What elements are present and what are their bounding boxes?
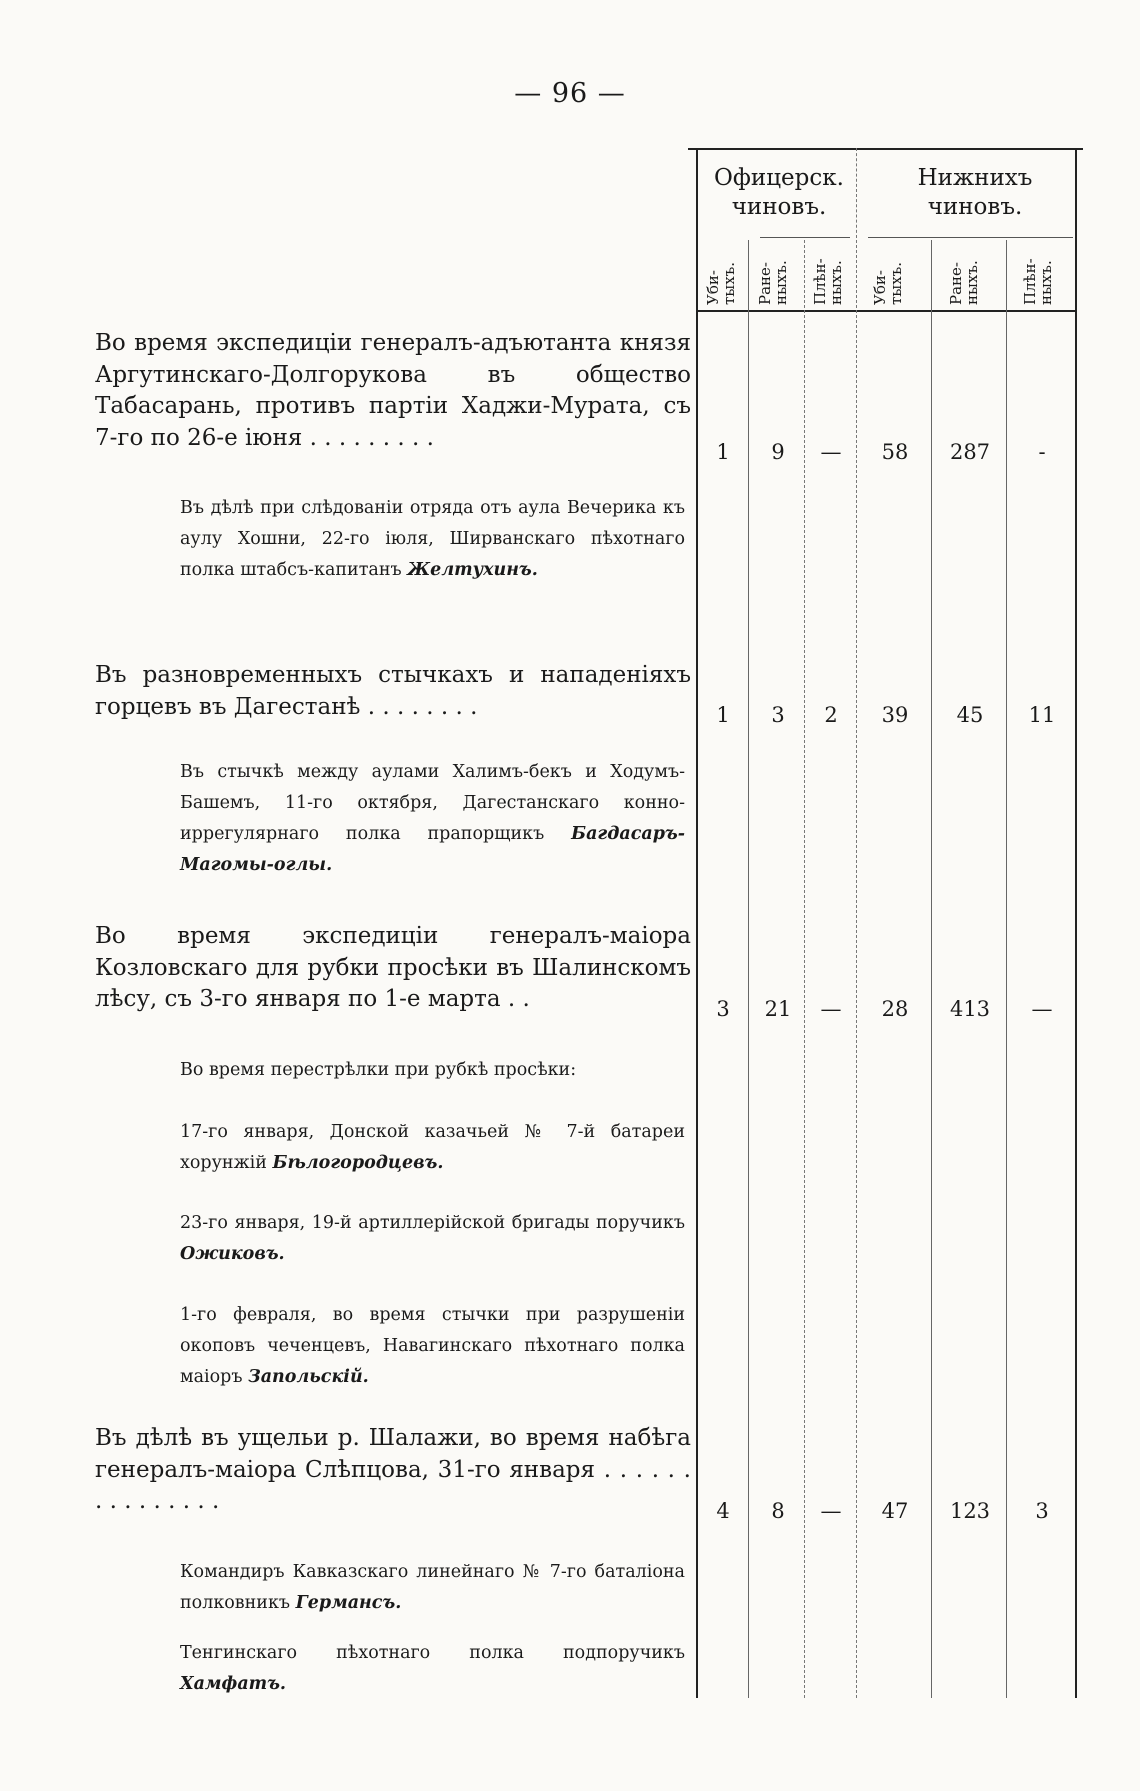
cell-r2-officers-wounded: 3 — [771, 703, 785, 727]
cell-r2-lower-killed: 39 — [881, 703, 909, 727]
col-divider-3 — [856, 240, 857, 1698]
cell-r3-officers-wounded: 21 — [764, 997, 792, 1021]
entry-4-text: Въ дѣлѣ въ ущельи р. Шалажи, во время набѣга генералъ-маіора Слѣпцова, 31-го января . . . . . . . . . . . . . . . — [95, 1425, 691, 1514]
entry-3-note-1 — [180, 1055, 685, 1086]
col-divider-4 — [931, 240, 932, 1698]
person-name: Багдасаръ-Магомы-оглы. — [180, 824, 685, 875]
col-divider-1 — [748, 240, 749, 1698]
person-name: Ожиковъ. — [180, 1244, 285, 1264]
note-text: Тенгинскаго пѣхотнаго полка подпоручикъ — [180, 1643, 685, 1663]
person-name: Запольскій. — [248, 1367, 369, 1387]
cell-r4-lower-killed: 47 — [881, 1499, 909, 1523]
note-text: 23-го января, 19-й артиллерійской бригады поручикъ — [180, 1213, 685, 1233]
cell-r3-officers-killed: 3 — [716, 997, 730, 1021]
note-text: Въ стычкѣ между аулами Халимъ-бекъ и Ходумъ-Башемъ, 11-го октября, Дагестанскаго конно-иррегулярнаго полка прапорщикъ — [180, 762, 685, 844]
col-header-officers-wounded: Ране- ныхъ. — [756, 260, 790, 305]
entry-1-text: Во время экспедиціи генералъ-адъютанта князя Аргутинскаго-Долгорукова въ общество Табасарань, противъ партіи Хаджи-Мурата, съ 7-го по 26-е іюня . . . . . . . . . — [95, 330, 691, 451]
page-number: — 96 — — [514, 78, 626, 109]
col-divider-2 — [804, 240, 805, 1698]
cell-r1-lower-killed: 58 — [881, 440, 909, 464]
entry-3-text: Во время экспедиціи генералъ-маіора Козловскаго для рубки просѣки въ Шалинскомъ лѣсу, съ 3-го января по 1-е марта . . — [95, 923, 691, 1012]
col-header-officers-killed: Уби- тыхъ. — [704, 261, 738, 305]
table-top-rule — [688, 148, 1083, 150]
entry-3-note-4 — [180, 1300, 685, 1393]
cell-r2-officers-killed: 1 — [716, 703, 730, 727]
officers-underline — [760, 237, 850, 238]
cell-r2-lower-wounded: 45 — [956, 703, 984, 727]
cell-r4-officers-wounded: 8 — [771, 1499, 785, 1523]
entry-3-note-3 — [180, 1208, 685, 1270]
cell-r2-officers-captured: 2 — [824, 703, 838, 727]
col-header-officers-captured: Плѣн- ныхъ. — [811, 258, 845, 305]
entry-4-note-1 — [180, 1557, 685, 1619]
cell-r3-lower-captured: — — [1031, 997, 1053, 1021]
note-text: Командиръ Кавказскаго линейнаго № 7-го баталіона полковникъ — [180, 1562, 685, 1613]
col-header-lower-killed: Уби- тыхъ. — [871, 261, 905, 305]
cell-r1-officers-captured: — — [820, 440, 842, 464]
cell-r3-lower-wounded: 413 — [949, 997, 991, 1021]
note-text: Въ дѣлѣ при слѣдованіи отряда отъ аула Вечерика къ аулу Хошни, 22-го іюля, Ширванскаго пѣхотнаго полка штабсъ-капитанъ — [180, 498, 685, 580]
officers-heading: Офицерск. чиновъ. — [714, 165, 844, 220]
col-divider-5 — [1006, 240, 1007, 1698]
cell-r4-lower-wounded: 123 — [949, 1499, 991, 1523]
col-header-lower-captured: Плѣн- ныхъ. — [1021, 258, 1055, 305]
cell-r3-officers-captured: — — [820, 997, 842, 1021]
cell-r1-officers-wounded: 9 — [771, 440, 785, 464]
entry-1-note-1 — [180, 493, 685, 586]
cell-r3-lower-killed: 28 — [881, 997, 909, 1021]
cell-r1-officers-killed: 1 — [716, 440, 730, 464]
table-left-rule — [696, 148, 698, 1698]
header-bottom-rule — [696, 310, 1076, 312]
person-name: Германсъ. — [295, 1593, 402, 1613]
entry-3-note-2 — [180, 1117, 685, 1179]
person-name: Хамфатъ. — [180, 1674, 287, 1694]
cell-r1-lower-wounded: 287 — [949, 440, 991, 464]
person-name: Желтухинъ. — [407, 560, 538, 580]
entry-2-text: Въ разновременныхъ стычкахъ и нападеніяхъ горцевъ въ Дагестанѣ . . . . . . . . — [95, 662, 691, 720]
cell-r4-officers-killed: 4 — [716, 1499, 730, 1523]
lower-ranks-underline — [868, 237, 1073, 238]
cell-r2-lower-captured: 11 — [1028, 703, 1056, 727]
entry-2-note-1 — [180, 757, 685, 881]
note-text: 1-го февраля, во время стычки при разрушеніи окоповъ чеченцевъ, Навагинскаго пѣхотнаго полка маіоръ — [180, 1305, 685, 1387]
table-right-rule — [1075, 148, 1077, 1698]
entry-4-note-2 — [180, 1638, 685, 1700]
lower-ranks-heading: Нижнихъ чиновъ. — [917, 165, 1033, 220]
cell-r1-lower-captured: - — [1038, 440, 1046, 464]
note-text: Во время перестрѣлки при рубкѣ просѣки: — [180, 1060, 577, 1080]
col-header-lower-wounded: Ране- ныхъ. — [947, 260, 981, 305]
cell-r4-officers-captured: — — [820, 1499, 842, 1523]
person-name: Бѣлогородцевъ. — [272, 1153, 444, 1173]
note-text: 17-го января, Донской казачьей № 7-й батареи хорунжій — [180, 1122, 685, 1173]
cell-r4-lower-captured: 3 — [1035, 1499, 1049, 1523]
